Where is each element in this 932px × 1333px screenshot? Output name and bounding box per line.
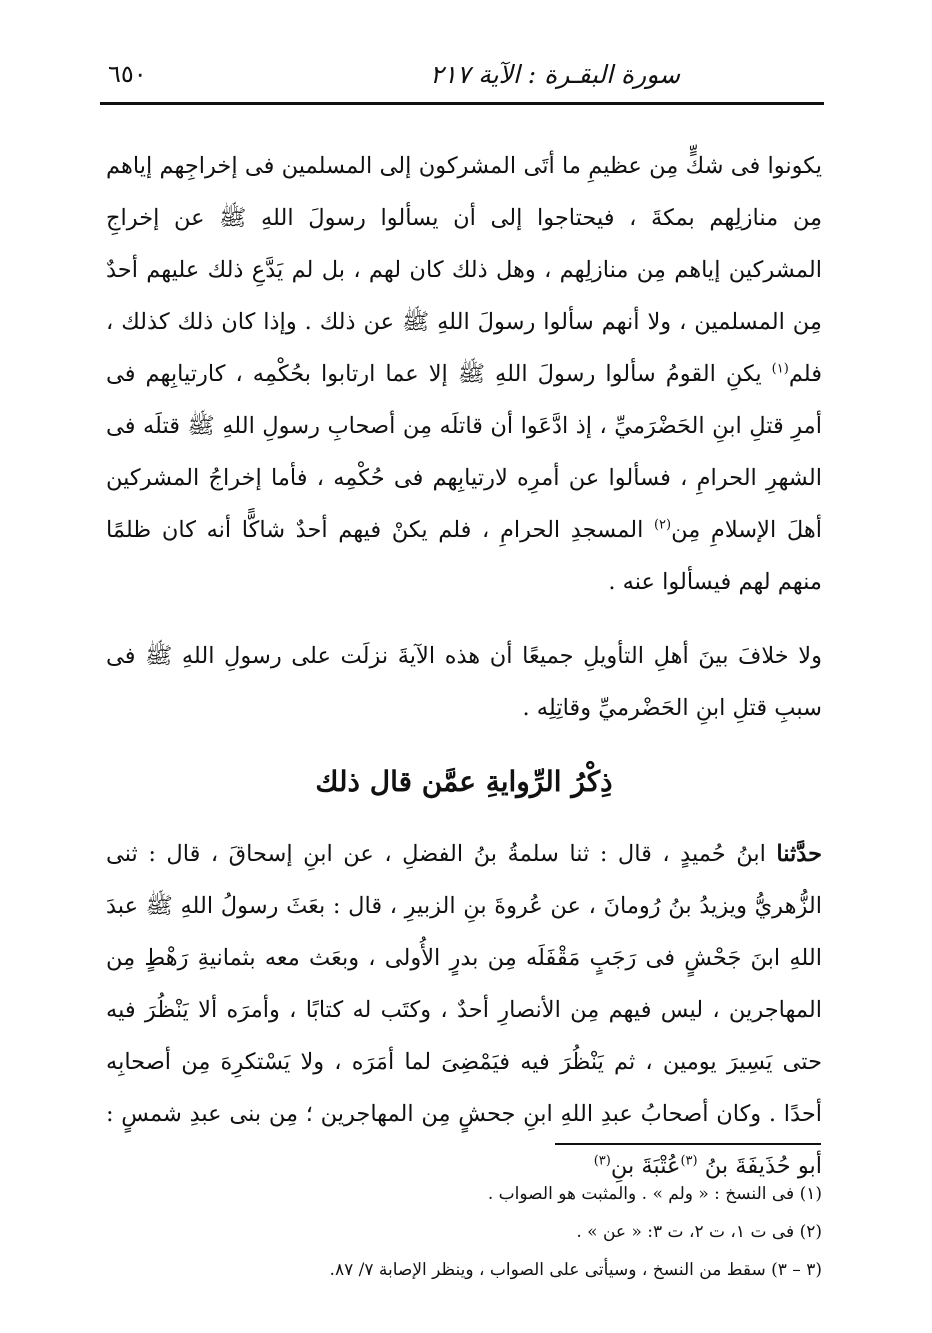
footnote-3: (٣ – ٣) سقط من النسخ ، وسيأتى على الصواب ، وينظر الإصابة ٧/ ٨٧.	[329, 1260, 822, 1280]
footnote-separator	[555, 1143, 821, 1145]
paragraph-3	[106, 828, 822, 1192]
running-title: سورة البقـرة : الآية ٢١٧	[430, 60, 681, 89]
footnote-2: (٢) فى ت ١، ت ٢، ت ٣: « عن » .	[576, 1222, 822, 1242]
page-number: ٦٥٠	[108, 60, 147, 88]
footnote-ref-2: (٢)	[653, 517, 672, 533]
footnote-1: (١) فى النسخ : « ولم » . والمثبت هو الصواب .	[487, 1184, 822, 1204]
paragraph-3-part-2: عُتْبَةَ بنِ	[610, 1153, 681, 1179]
paragraph-1-part-2: يكنِ القومُ سألوا رسولَ اللهِ ﷺ إلا عما ارتابوا بحُكْمِه ، كارتيابِهم فى أمرِ قتلِ ابنِ الحَضْرَميِّ ، إذ ادَّعَوا أن قاتلَه مِن أصحابِ رسولِ اللهِ ﷺ قتلَه فى الشهرِ الحرامِ ، فسألوا عن أمرِه لارتيابِهم فى حُكْمِه ، فأما إخراجُ المشركين أهلَ الإسلامِ مِن	[106, 361, 822, 543]
narration-lead: حدَّثنا	[776, 841, 822, 867]
paragraph-1-part-3: المسجدِ الحرامِ ، فلم يكنْ فيهم أحدٌ شاكًّا أنه كان ظلمًا منهم لهم فيسألوا عنه .	[106, 517, 822, 595]
running-header	[100, 52, 824, 100]
footnotes	[106, 1175, 822, 1289]
main-text	[106, 140, 822, 1192]
paragraph-3-part-1: ابنُ حُميدٍ ، قال : ثنا سلمةُ بنُ الفضلِ ، عن ابنِ إسحاقَ ، قال : ثنى الزُّهريُّ ويزيدُ بنُ رُومانَ ، عن عُروةَ بنِ الزبيرِ ، قال : بعَثَ رسولُ اللهِ ﷺ عبدَ اللهِ ابنَ جَحْشٍ فى رَجَبٍ مَقْفَلَه مِن بدرٍ الأُولى ، وبعَث معه بثمانيةِ رَهْطٍ مِن المهاجرين ، ليس فيهم مِن الأنصارِ أحدٌ ، وكتَب له كتابًا ، وأمرَه ألا يَنْظُرَ فيه حتى يَسِيرَ يومين ، ثم يَنْظُرَ فيه فيَمْضِىَ لما أمَرَه ، ولا يَسْتكرِهَ مِن أصحابِه أحدًا . وكان أصحابُ عبدِ اللهِ ابنِ جحشٍ مِن المهاجرين ؛ مِن بنى عبدِ شمسٍ : أبو حُذَيفَةَ بنُ	[106, 841, 822, 1179]
paragraph-1	[106, 140, 822, 608]
footnote-ref-3-end: (٣)	[593, 1153, 611, 1169]
header-rule	[100, 102, 824, 105]
footnote-ref-3-start: (٣)	[680, 1153, 698, 1169]
paragraph-2: ولا خلافَ بينَ أهلِ التأويلِ جميعًا أن هذه الآيةَ نزلَت على رسولِ اللهِ ﷺ فى سببِ قتلِ ابنِ الحَضْرميِّ وقاتِلِه .	[106, 643, 822, 721]
paragraph-1-part-1: يكونوا فى شكٍّ مِن عظيمِ ما أتَى المشركون إلى المسلمين فى إخراجِهم إياهم مِن منازلِهم بمكةَ ، فيحتاجوا إلى أن يسألوا رسولَ اللهِ ﷺ عن إخراجِ المشركين إياهم مِن منازلِهم ، وهل ذلك كان لهم ، بل لم يَدَّعِ ذلك عليهم أحدٌ مِن المسلمين ، ولا أنهم سألوا رسولَ اللهِ ﷺ عن ذلك . وإذا كان ذلك كذلك ، فلم	[106, 153, 822, 387]
paragraph-gap	[106, 608, 822, 630]
footnote-ref-1: (١)	[771, 361, 789, 377]
section-heading: ذِكْرُ الرِّوايةِ عمَّن قال ذلك	[315, 765, 613, 798]
